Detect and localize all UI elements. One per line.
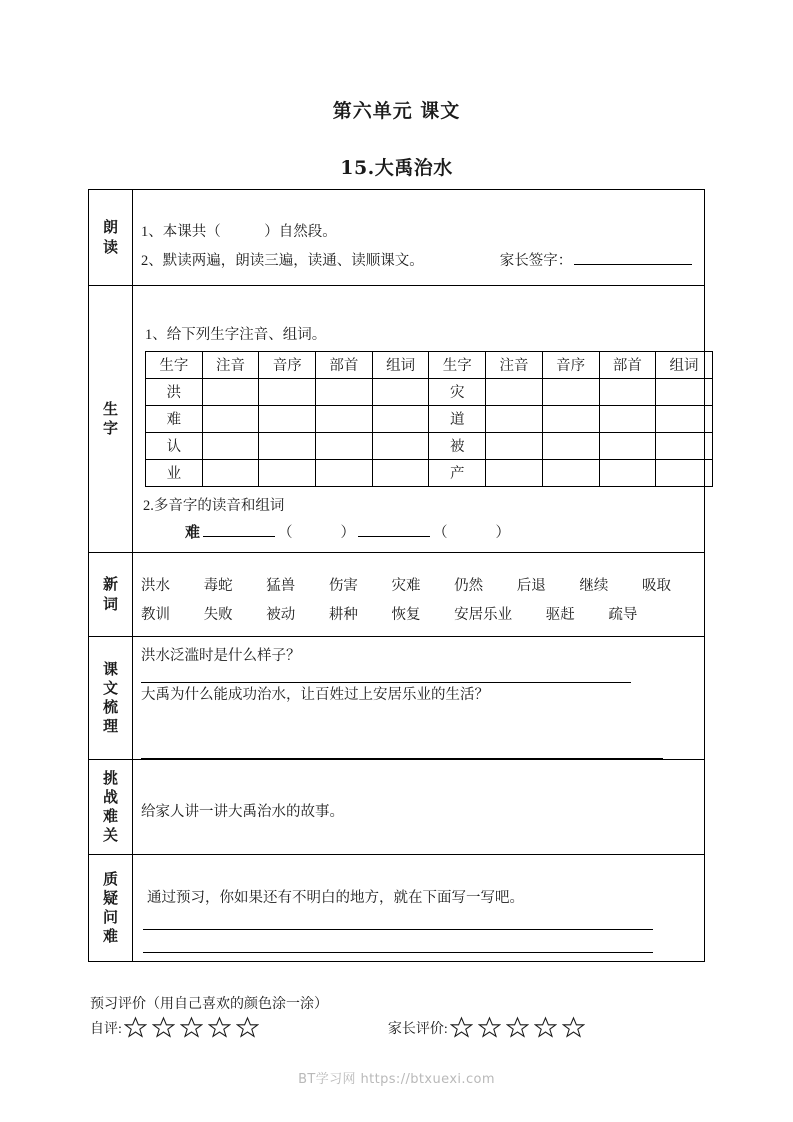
question-answer-field-2[interactable] bbox=[143, 930, 653, 953]
cell-input[interactable] bbox=[372, 459, 429, 486]
self-evaluation-label: 自评: bbox=[90, 1021, 122, 1037]
star-outline-icon[interactable] bbox=[124, 1016, 147, 1039]
new-word: 后退 bbox=[516, 577, 546, 594]
row-label-shuli-char-3: 梳 bbox=[102, 698, 118, 716]
evaluation-title: 预习评价（用自己喜欢的颜色涂一涂） bbox=[90, 997, 328, 1012]
shengzi-prompt-2: 2.多音字的读音和组词 bbox=[143, 497, 285, 514]
star-outline-icon[interactable] bbox=[562, 1016, 585, 1039]
cell-input[interactable] bbox=[202, 378, 259, 405]
cell-input[interactable] bbox=[259, 405, 316, 432]
star-outline-icon[interactable] bbox=[450, 1016, 473, 1039]
new-word: 安居乐业 bbox=[454, 606, 513, 623]
cell-input[interactable] bbox=[486, 405, 543, 432]
table-row-shengzi bbox=[89, 286, 705, 553]
worksheet-table bbox=[88, 189, 705, 962]
row-label-zhiyi-char-4: 难 bbox=[102, 927, 118, 946]
row-body-shuli bbox=[133, 637, 705, 760]
row-label-tiaozhan-char-1: 挑 bbox=[102, 768, 118, 787]
cell-character: 洪 bbox=[146, 378, 203, 405]
paren-close-1: ） bbox=[340, 524, 356, 541]
row-label-tiaozhan-char-4: 关 bbox=[102, 826, 118, 845]
new-word: 恢复 bbox=[391, 606, 421, 623]
new-word-line-1 bbox=[141, 572, 704, 601]
polyphone-character: 难 bbox=[185, 524, 201, 541]
new-word: 耕种 bbox=[328, 606, 358, 623]
cell-input[interactable] bbox=[486, 378, 543, 405]
new-word: 被动 bbox=[266, 606, 296, 623]
new-word-line-2 bbox=[141, 601, 704, 630]
star-outline-icon[interactable] bbox=[208, 1016, 231, 1039]
cell-input[interactable] bbox=[656, 432, 713, 459]
langdu-item-2-row bbox=[141, 247, 694, 275]
parent-evaluation-label: 家长评价: bbox=[387, 1021, 448, 1037]
table-row-zhiyi bbox=[89, 855, 705, 962]
comprehension-question-2: 大禹为什么能成功治水，让百姓过上安居乐业的生活？ bbox=[141, 687, 489, 703]
cell-input[interactable] bbox=[599, 432, 656, 459]
cell-input[interactable] bbox=[202, 459, 259, 486]
self-evaluation-stars[interactable] bbox=[124, 1016, 264, 1039]
new-word: 毒蛇 bbox=[203, 577, 233, 594]
cell-input[interactable] bbox=[372, 432, 429, 459]
col-header-zhuyin-1: 注音 bbox=[202, 351, 259, 378]
cell-input[interactable] bbox=[542, 432, 599, 459]
cell-input[interactable] bbox=[316, 459, 373, 486]
col-header-zuci-1: 组词 bbox=[372, 351, 429, 378]
cell-input[interactable] bbox=[316, 378, 373, 405]
cell-input[interactable] bbox=[656, 405, 713, 432]
comprehension-answer-field-2[interactable] bbox=[141, 743, 663, 759]
cell-input[interactable] bbox=[656, 378, 713, 405]
watermark: BT学习网 https://btxuexi.com bbox=[298, 1072, 495, 1087]
row-label-tiaozhan-char-3: 难 bbox=[102, 807, 118, 825]
question-prompt-text: 通过预习，你如果还有不明白的地方，就在下面写一写吧。 bbox=[147, 889, 524, 906]
cell-input[interactable] bbox=[259, 432, 316, 459]
paren-open-2: （ bbox=[433, 524, 448, 541]
row-label-shengzi-char-1: 生 bbox=[102, 399, 118, 418]
row-label-shuli-char-1: 课 bbox=[102, 659, 118, 678]
star-outline-icon[interactable] bbox=[152, 1016, 175, 1039]
cell-input[interactable] bbox=[542, 378, 599, 405]
row-label-shuli-char-2: 文 bbox=[102, 678, 118, 697]
col-header-bushou-2: 部首 bbox=[599, 351, 656, 378]
row-label-shengzi-char-2: 字 bbox=[102, 419, 118, 437]
star-outline-icon[interactable] bbox=[236, 1016, 259, 1039]
cell-input[interactable] bbox=[486, 432, 543, 459]
cell-input[interactable] bbox=[202, 405, 259, 432]
row-body-tiaozhan bbox=[133, 760, 705, 855]
col-header-bushou-1: 部首 bbox=[316, 351, 373, 378]
row-label-xinci-char-2: 词 bbox=[102, 594, 118, 613]
star-outline-icon[interactable] bbox=[506, 1016, 529, 1039]
cell-character: 灾 bbox=[429, 378, 486, 405]
cell-input[interactable] bbox=[259, 459, 316, 486]
new-word: 教训 bbox=[141, 606, 170, 623]
cell-input[interactable] bbox=[316, 432, 373, 459]
polyphone-pinyin-field-1[interactable] bbox=[203, 524, 275, 537]
row-label-langdu-char-1: 朗 bbox=[102, 218, 118, 237]
comprehension-question-1: 洪水泛滥时是什么样子？ bbox=[141, 648, 301, 664]
cell-input[interactable] bbox=[542, 459, 599, 486]
row-label-zhiyi-char-1: 质 bbox=[102, 869, 118, 888]
row-label-langdu bbox=[89, 190, 133, 286]
cell-character: 业 bbox=[146, 459, 203, 486]
question-answer-field-1[interactable] bbox=[143, 907, 653, 930]
cell-input[interactable] bbox=[599, 459, 656, 486]
table-row bbox=[146, 405, 713, 432]
col-header-zuci-2: 组词 bbox=[656, 351, 713, 378]
new-word: 仍然 bbox=[454, 577, 484, 594]
table-header-row bbox=[146, 351, 713, 378]
cell-input[interactable] bbox=[372, 378, 429, 405]
evaluation-section bbox=[90, 993, 710, 1039]
row-label-xinci-char-1: 新 bbox=[102, 575, 118, 594]
new-word: 洪水 bbox=[141, 577, 170, 594]
cell-input[interactable] bbox=[202, 432, 259, 459]
unit-title: 第六单元 课文 bbox=[332, 100, 461, 122]
row-body-shengzi bbox=[133, 286, 705, 553]
new-word: 疏导 bbox=[608, 606, 638, 623]
row-label-shengzi bbox=[89, 286, 133, 553]
parent-evaluation bbox=[388, 1016, 590, 1039]
new-word: 灾难 bbox=[391, 577, 421, 594]
parent-signature-label: 家长签字： bbox=[499, 252, 573, 269]
table-row-shuli bbox=[89, 637, 705, 760]
table-row-xinci bbox=[89, 553, 705, 637]
star-outline-icon[interactable] bbox=[478, 1016, 501, 1039]
new-word: 失败 bbox=[203, 606, 233, 623]
polyphone-pinyin-field-2[interactable] bbox=[358, 524, 430, 537]
cell-character: 认 bbox=[146, 432, 203, 459]
new-word: 继续 bbox=[579, 577, 609, 594]
evaluation-rows bbox=[90, 1016, 710, 1039]
star-outline-icon[interactable] bbox=[534, 1016, 557, 1039]
langdu-item-1: 1、本课共（ ）自然段。 bbox=[141, 224, 337, 241]
table-row-langdu bbox=[89, 190, 705, 286]
new-word: 吸取 bbox=[642, 577, 671, 594]
row-label-zhiyi bbox=[89, 855, 133, 962]
cell-character: 被 bbox=[429, 432, 486, 459]
table-row bbox=[146, 378, 713, 405]
polyphone-exercise-row bbox=[133, 521, 704, 542]
cell-input[interactable] bbox=[259, 378, 316, 405]
cell-input[interactable] bbox=[542, 405, 599, 432]
page-title: 15.大禹治水 bbox=[340, 157, 453, 179]
row-label-tiaozhan bbox=[89, 760, 133, 855]
self-evaluation bbox=[90, 1016, 264, 1039]
row-body-xinci bbox=[133, 553, 705, 637]
col-header-yinxu-1: 音序 bbox=[259, 351, 316, 378]
langdu-item-2: 2、默读两遍，朗读三遍，读通、读顺课文。 bbox=[141, 252, 424, 269]
new-word: 伤害 bbox=[328, 577, 358, 594]
row-label-xinci bbox=[89, 553, 133, 637]
col-header-shengzi-2: 生字 bbox=[429, 351, 486, 378]
col-header-zhuyin-2: 注音 bbox=[486, 351, 543, 378]
cell-input[interactable] bbox=[372, 405, 429, 432]
table-row bbox=[146, 459, 713, 486]
parent-signature-field[interactable] bbox=[574, 251, 692, 265]
row-label-zhiyi-char-2: 疑 bbox=[102, 888, 118, 907]
cell-input[interactable] bbox=[656, 459, 713, 486]
col-header-shengzi-1: 生字 bbox=[146, 351, 203, 378]
table-row-tiaozhan bbox=[89, 760, 705, 855]
cell-input[interactable] bbox=[599, 378, 656, 405]
challenge-task-text: 给家人讲一讲大禹治水的故事。 bbox=[141, 804, 344, 820]
row-label-tiaozhan-char-2: 战 bbox=[102, 787, 118, 806]
table-row bbox=[146, 432, 713, 459]
row-body-zhiyi bbox=[133, 855, 705, 962]
row-label-langdu-char-2: 读 bbox=[102, 237, 118, 256]
parent-evaluation-stars[interactable] bbox=[450, 1016, 590, 1039]
col-header-yinxu-2: 音序 bbox=[542, 351, 599, 378]
paren-open-1: （ bbox=[278, 524, 293, 541]
star-outline-icon[interactable] bbox=[180, 1016, 203, 1039]
cell-input[interactable] bbox=[599, 405, 656, 432]
row-label-shuli-char-4: 理 bbox=[102, 717, 118, 736]
new-word: 驱赶 bbox=[545, 606, 575, 623]
cell-character: 产 bbox=[429, 459, 486, 486]
row-label-zhiyi-char-3: 问 bbox=[102, 908, 118, 926]
comprehension-answer-field-1[interactable] bbox=[141, 667, 631, 683]
shengzi-prompt-1: 1、给下列生字注音、组词。 bbox=[145, 326, 327, 343]
row-label-shuli bbox=[89, 637, 133, 760]
cell-character: 难 bbox=[146, 405, 203, 432]
cell-character: 道 bbox=[429, 405, 486, 432]
character-grid-table bbox=[145, 351, 713, 487]
cell-input[interactable] bbox=[316, 405, 373, 432]
row-body-langdu bbox=[133, 190, 705, 286]
cell-input[interactable] bbox=[486, 459, 543, 486]
paren-close-2: ） bbox=[495, 524, 511, 541]
new-word: 猛兽 bbox=[266, 577, 296, 594]
